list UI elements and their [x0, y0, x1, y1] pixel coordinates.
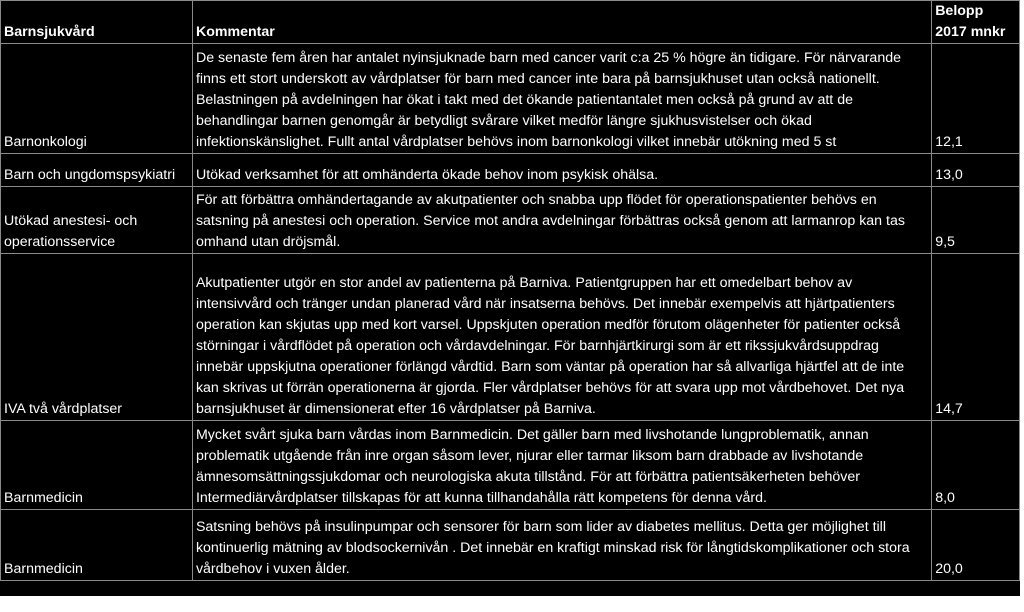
comment-cell[interactable]: Utökad verksamhet för att omhänderta ökade behov inom psykisk ohälsa.	[192, 154, 931, 187]
table-row	[1, 254, 1020, 421]
category-cell[interactable]: Utökad anestesi- och operationsservice	[1, 187, 193, 254]
comment-cell[interactable]: De senaste fem åren har antalet nyinsjuknade barn med cancer varit c:a 25 % högre än tidigare. För närvarande finns ett stort underskott av vårdplatser för barn med cancer inte bara på barnsjukhuset utan också nationellt. Belastningen på avdelningen har ökat i takt med det ökande patientantalet men också på grund av att de behandlingar barnen genomgår är betydligt svårare vilket medför längre sjukhusvistelser och ökad infektionskänslighet. Fullt antal vårdplatser behövs inom barnonkologi vilket innebär utökning med 5 st	[192, 44, 931, 154]
comment-cell[interactable]: Mycket svårt sjuka barn vårdas inom Barnmedicin. Det gäller barn med livshotande lungproblematik, annan problematik utgående från inre organ såsom lever, njurar eller tarmar liksom barn drabbade av livshotande ämnesomsättningssjukdomar och neurologiska akuta tillstånd. För att förbättra patientsäkerheten behöver Intermediärvårdplatser tillskapas för att kunna tillhandahålla rätt kompetens för denna vård.	[192, 421, 931, 510]
table-row	[1, 510, 1020, 581]
header-category[interactable]: Barnsjukvård	[1, 1, 193, 44]
header-comment[interactable]: Kommentar	[192, 1, 931, 44]
comment-cell[interactable]: För att förbättra omhändertagande av akutpatienter och snabba upp flödet för operationspatienter behövs en satsning på anestesi och operation. Service mot andra avdelningar förbättras också genom att larmanrop kan tas omhand utan dröjsmål.	[192, 187, 931, 254]
comment-cell[interactable]: Akutpatienter utgör en stor andel av patienterna på Barniva. Patientgruppen har ett omedelbart behov av intensivvård och tränger undan planerad vård när insatserna behövs. Det innebär exempelvis att hjärtpatienters operation kan skjutas upp med kort varsel. Uppskjuten operation medför förutom olägenheter för patienter också störningar i vårdflödet på operation och vårdavdelningar. För barnhjärtkirurgi som är ett rikssjukvårdsuppdrag innebär uppskjutna operationer förlängd vårdtid. Barn som väntar på operation har så allvarliga hjärtfel att de inte kan skrivas ut förrän operationerna är gjorda. Fler vårdplatser behövs för att svara upp mot vårdbehovet. Det nya barnsjukhuset är dimensionerat efter 16 vårdplatser på Barniva.	[192, 254, 931, 421]
category-cell[interactable]: Barnonkologi	[1, 44, 193, 154]
amount-cell[interactable]: 14,7	[932, 254, 1020, 421]
table-row	[1, 154, 1020, 187]
amount-cell[interactable]: 12,1	[932, 44, 1020, 154]
amount-cell[interactable]: 8,0	[932, 421, 1020, 510]
amount-cell[interactable]: 20,0	[932, 510, 1020, 581]
amount-cell[interactable]: 9,5	[932, 187, 1020, 254]
header-amount[interactable]: Belopp 2017 mnkr	[932, 1, 1020, 44]
category-cell[interactable]: Barnmedicin	[1, 421, 193, 510]
amount-cell[interactable]: 13,0	[932, 154, 1020, 187]
table-row	[1, 421, 1020, 510]
category-cell[interactable]: Barn och ungdomspsykiatri	[1, 154, 193, 187]
table-row	[1, 187, 1020, 254]
header-row	[1, 1, 1020, 44]
table-row	[1, 44, 1020, 154]
category-cell[interactable]: IVA två vårdplatser	[1, 254, 193, 421]
comment-cell[interactable]: Satsning behövs på insulinpumpar och sensorer för barn som lider av diabetes mellitus. Detta ger möjlighet till kontinuerlig mätning av blodsockernivån . Det innebär en kraftigt minskad risk för långtidskomplikationer och stora vårdbehov i vuxen ålder.	[192, 510, 931, 581]
category-cell[interactable]: Barnmedicin	[1, 510, 193, 581]
